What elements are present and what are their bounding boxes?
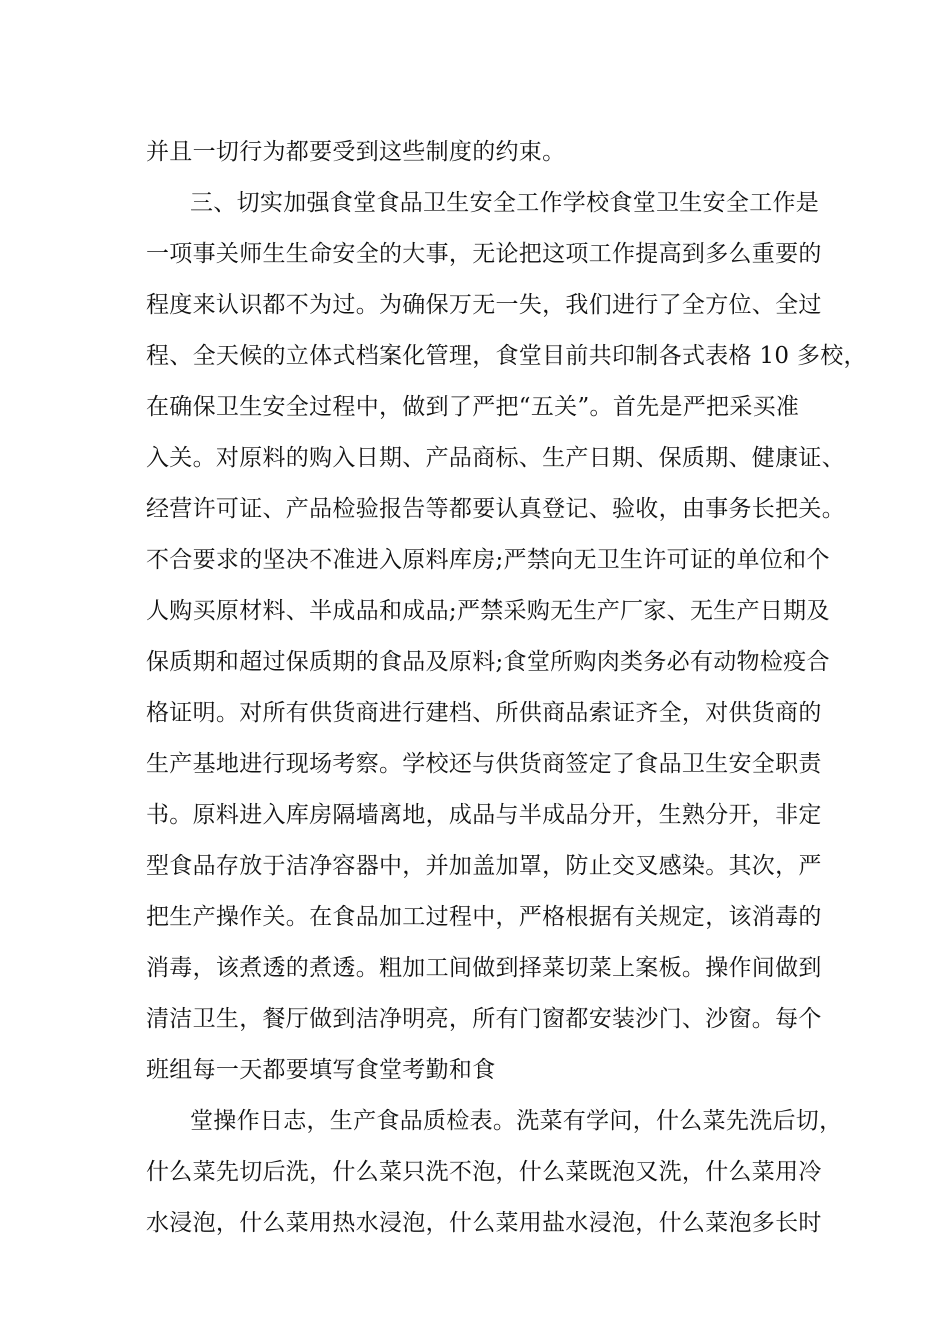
text-line: 并且一切行为都要受到这些制度的约束。 (146, 139, 566, 165)
text-line: 格证明。对所有供货商进行建档、所供商品索证齐全，对供货商的 (146, 700, 822, 726)
text-line: 入关。对原料的购入日期、产品商标、生产日期、保质期、健康证、 (146, 445, 845, 471)
text-line: 三、切实加强食堂食品卫生安全工作学校食堂卫生安全工作是 (190, 190, 820, 216)
text-line: 水浸泡，什么菜用热水浸泡，什么菜用盐水浸泡，什么菜泡多长时 (146, 1210, 822, 1236)
text-line: 生产基地进行现场考察。学校还与供货商签定了食品卫生安全职责 (146, 751, 822, 777)
text-line: 程、全天候的立体式档案化管理，食堂目前共印制各式表格 10 多校， (146, 343, 867, 369)
text-line: 型食品存放于洁净容器中，并加盖加罩，防止交叉感染。其次，严 (146, 853, 822, 879)
text-line: 在确保卫生安全过程中，做到了严把“五关”。首先是严把采买准 (146, 394, 800, 420)
text-line: 把生产操作关。在食品加工过程中，严格根据有关规定，该消毒的 (146, 904, 822, 930)
text-line: 消毒，该煮透的煮透。粗加工间做到择菜切菜上案板。操作间做到 (146, 955, 822, 981)
text-line: 程度来认识都不为过。为确保万无一失，我们进行了全方位、全过 (146, 292, 822, 318)
text-line: 不合要求的坚决不准进入原料库房;严禁向无卫生许可证的单位和个 (146, 547, 830, 573)
text-line: 书。原料进入库房隔墙离地，成品与半成品分开，生熟分开，非定 (146, 802, 822, 828)
text-line: 班组每一天都要填写食堂考勤和食 (146, 1057, 496, 1083)
text-line: 清洁卫生，餐厅做到洁净明亮，所有门窗都安装沙门、沙窗。每个 (146, 1006, 822, 1032)
text-line: 人购买原材料、半成品和成品;严禁采购无生产厂家、无生产日期及 (146, 598, 830, 624)
text-line: 经营许可证、产品检验报告等都要认真登记、验收，由事务长把关。 (146, 496, 845, 522)
text-line: 一项事关师生生命安全的大事，无论把这项工作提高到多么重要的 (146, 241, 822, 267)
text-line: 堂操作日志，生产食品质检表。洗菜有学问，什么菜先洗后切， (190, 1108, 843, 1134)
text-line: 保质期和超过保质期的食品及原料;食堂所购肉类务必有动物检疫合 (146, 649, 830, 675)
text-line: 什么菜先切后洗，什么菜只洗不泡，什么菜既泡又洗，什么菜用冷 (146, 1159, 822, 1185)
